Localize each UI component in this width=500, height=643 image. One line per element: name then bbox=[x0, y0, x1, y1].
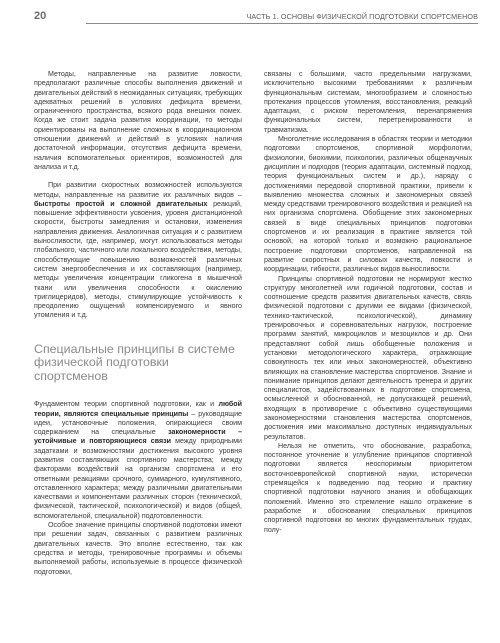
paragraph-speed-methods bbox=[34, 181, 242, 320]
header-rule bbox=[86, 23, 478, 24]
page-header bbox=[34, 10, 478, 34]
paragraph-text: Фундаментом теории спортивной подготовки, как и bbox=[34, 400, 215, 409]
bold-emphasis: закономерности – устойчивые и повторяющиеся связи bbox=[34, 428, 242, 446]
paragraph-text: При развитии скоростных возможностей используются методы, направленные на развитие их различных видов – bbox=[34, 181, 242, 199]
section-heading: Специальные принципы в системе физической подготовки спортсменов bbox=[34, 341, 235, 383]
paragraph-dexterity-methods: Методы, направленные на развитие ловкости, предполагают различные способы выполнения движений и двигательных действий в неожиданных ситуациях, требующих адекватных решений в условиях дефицита времени, ограниченного пространства, всякого рода внешних помех. Когда же стоит задача развития координации, то методы ориентированы на выполнение сложных в координационном отношении движений и действий в условиях наличия достаточной информации, отсутствия дефицита времени, наличия вспомогательных ориентиров, возможностей для анализа и т.д. bbox=[34, 70, 242, 171]
paragraph-loads-continuation: связаны с большими, часто предельными нагрузками, исключительно высокими требованиями к различным функциональным системам, многообразием и сложностью протекания процессов утомления, восстановления, реакций адаптации, с риском перетомления, перенапряжения функциональных систем, перетренированности и травматизма. bbox=[264, 70, 472, 134]
left-column bbox=[34, 70, 242, 577]
bold-emphasis: любой теории, являются специальные принципы bbox=[34, 400, 242, 418]
paragraph-text: – руководящие идеи, установочные положения, опирающиеся своим содержанием на специальные bbox=[34, 409, 242, 437]
bold-emphasis: быстроты простой и сложной двигательных bbox=[34, 199, 208, 208]
paragraph-eastern-european-science: Нельзя не отметить, что обоснование, разработка, постоянное уточнение и углубление принципов спортивной подготовки является неоспоримым приоритетом восточноевропейской спортивной науки, исторически стремящейся к подведению под теорию и практику спортивной подготовки научного знания и обобщающих положений. Именно это стремление нашло отражение в разработке и обосновании специальных принципов спортивной подготовки во многих фундаментальных трудах, полу- bbox=[264, 441, 472, 534]
running-head: ЧАСТЬ 1. ОСНОВЫ ФИЗИЧЕСКОЙ ПОДГОТОВКИ СПОРТСМЕНОВ bbox=[246, 12, 478, 21]
paragraph-text: реакций, повышение эффективности усвоения, уровня дистанционной скорости, быстроты замедления и остановки, изменения направления движения. Аналогичная ситуация и с развитием выносливости, где, например, могут использоваться методы глобального, частичного или локального воздействия, методы, способствующие повышению возможностей различных систем энергообеспечения и их составляющих (например, методы увеличения концентрации гликогена в мышечной ткани или увеличения способности к окислению триглицеридов), методы, стимулирующие устойчивость к преодолению ощущений компенсируемого и явного утомления и т.д. bbox=[34, 199, 242, 320]
paragraph-principles-importance: Особое значение принципы спортивной подготовки имеют при решении задач, связанных с развитием различных двигательных качеств. Это вполне естественно, так как средства и методы, тренировочные программы и объемы выполняемой работы, используемые в процессе физической подготовки, bbox=[34, 521, 242, 576]
paragraph-principles-norms: Принципы спортивной подготовки не нормируют жестко структуру многолетней или годичной подготовки, состав и соотношение средств развития двигательных качеств, связь физической подготовки с другими ее видами (физической, технико-тактической, психологической), динамику тренировочных и соревновательных нагрузок, построение программ занятий, микроциклов и мезоциклов и др. Они представляют собой лишь обобщенные положения и установки методологического характера, отражающие совокупность тех или иных закономерностей, объективно влияющих на становление мастерства спортсменов. Знание и понимание принципов делают деятельность тренера и других специалистов, задействованных в подготовке спортсмена, осмысленной и обоснованной, не допускающей решений, входящих в противоречие с объективно существующими закономерностями становления мастерства спортсменов, достижения ими максимально доступных индивидуальных результатов. bbox=[264, 274, 472, 441]
paragraph-research: Многолетние исследования в областях теории и методики подготовки спортсменов, спортивной морфологии, физиологии, биохимии, психологии, различных общенаучных дисциплин и подходов (теория адаптации, системный подход, теория функциональных систем и др.), наряду с достижениями передовой спортивной практики, привели к выявлению множества сложных и закономерных связей между средствами тренировочного воздействия и реакцией на них организма спортсмена. Обобщение этих закономерных связей в виде специальных принципов подготовки спортсменов и их реализация в практике является той основой, на которой только и возможно рациональное построение подготовки спортсменов, направленной на развитие скоростных и силовых качеств, ловкости и координации, гибкости, различных видов выносливости. bbox=[264, 135, 472, 274]
paragraph-principles-foundation bbox=[34, 400, 242, 521]
page-number: 20 bbox=[34, 10, 47, 22]
paragraph-text: между природными задатками и возможностями достижения высокого уровня развития составляющих спортивного мастерства; между факторами воздействий на организм спортсмена и его ответными реакциями срочного, суммарного, кумулятивного, отставленного характера; между различными двигательными качествами и компонентами различных сторон (технической, физической, тактической, психологической) и видов (общей, вспомогательной, специальной) подготовленности. bbox=[34, 437, 242, 520]
right-column bbox=[264, 70, 472, 535]
